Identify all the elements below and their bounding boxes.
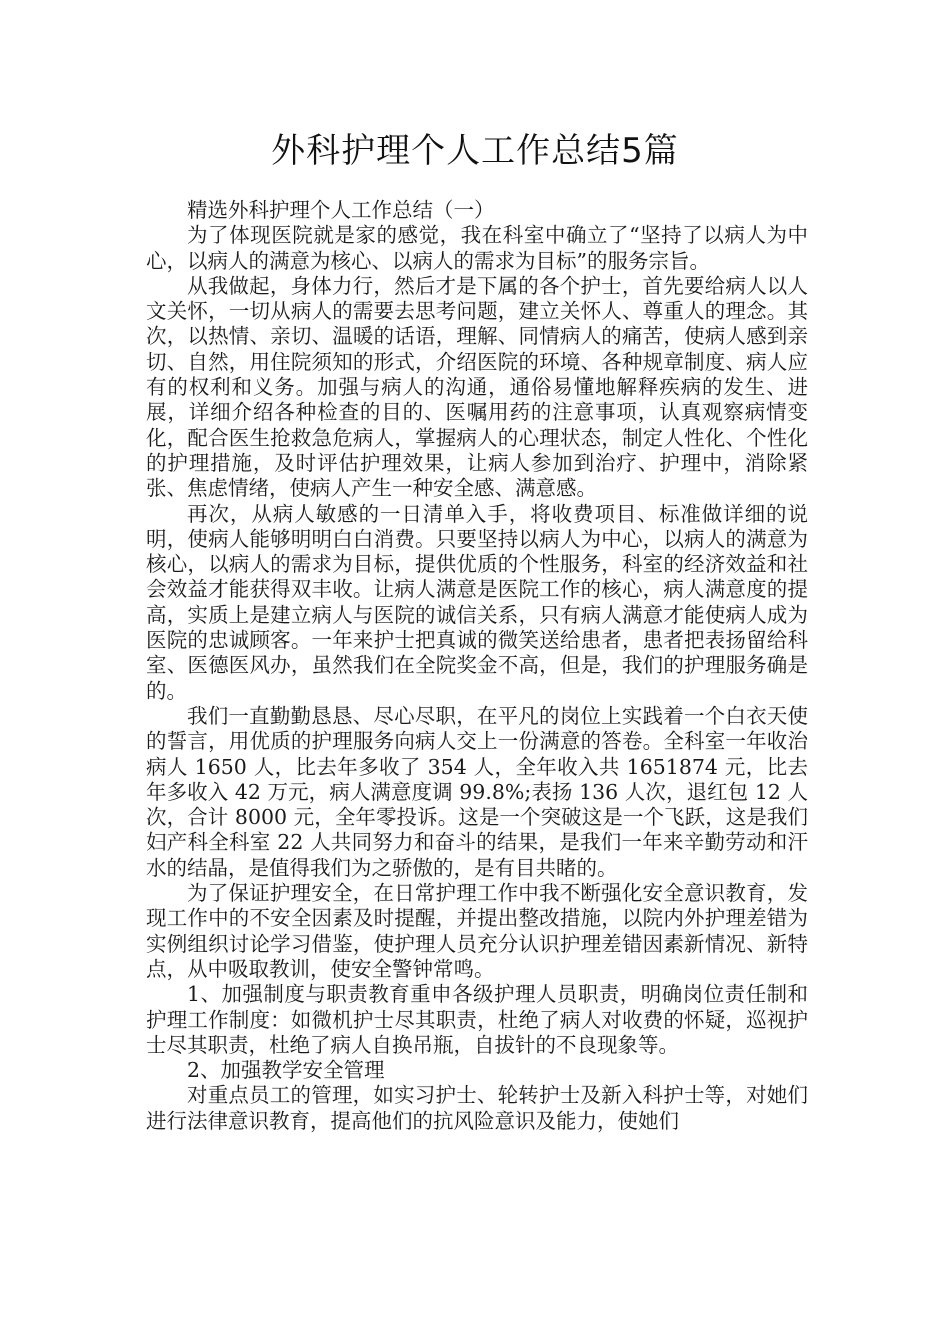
paragraph-service-purpose: 为了体现医院就是家的感觉，我在科室中确立了“坚持了以病人为中心，以病人的满意为核心、以病人的需求为目标”的服务宗旨。 <box>146 223 808 273</box>
paragraph-item-2: 2、加强教学安全管理 <box>187 1058 385 1083</box>
document-body <box>146 198 808 1134</box>
paragraph-daily-bill: 再次，从病人敏感的一日清单入手，将收费项目、标准做详细的说明，使病人能够明明白白消费。只要坚持以病人为中心，以病人的满意为核心，以病人的需求为目标，提供优质的个性服务，科室的经济效益和社会效益才能获得双丰收。让病人满意是医院工作的核心，病人满意度的提高，实质上是建立病人与医院的诚信关系，只有病人满意才能使病人成为医院的忠诚顾客。一年来护士把真诚的微笑送给患者，患者把表扬留给科室、医德医风办，虽然我们在全院奖金不高，但是，我们的护理服务确是的。 <box>146 501 808 703</box>
document-title: 外科护理个人工作总结5篇 <box>271 131 679 171</box>
paragraph-item-1: 1、加强制度与职责教育重申各级护理人员职责，明确岗位责任制和护理工作制度：如微机护士尽其职责，杜绝了病人对收费的怀疑，巡视护士尽其职责，杜绝了病人自换吊瓶，自拔针的不良现象等。 <box>146 982 808 1057</box>
paragraph-nursing-safety: 为了保证护理安全，在日常护理工作中我不断强化安全意识教育，发现工作中的不安全因素及时提醒，并提出整改措施，以院内外护理差错为实例组织讨论学习借鉴，使护理人员充分认识护理差错因素新情况、新特点，从中吸取教训，使安全警钟常鸣。 <box>146 881 808 981</box>
paragraph-annual-results: 我们一直勤勤恳恳、尽心尽职，在平凡的岗位上实践着一个白衣天使的誓言，用优质的护理服务向病人交上一份满意的答卷。全科室一年收治病人 1650 人，比去年多收了 354 人，全年收入共 1651874 元，比去年多收入 42 万元，病人满意度调 99.8%;表扬 136 人次，退红包 12 人次，合计 8000 元，全年零投诉。这是一个突破这是一个飞跃，这是我们妇产科全科室 22 人共同努力和奋斗的结果，是我们一年来辛勤劳动和汗水的结晶，是值得我们为之骄傲的，是有目共睹的。 <box>146 703 808 880</box>
paragraph-key-staff: 对重点员工的管理，如实习护士、轮转护士及新入科护士等，对她们进行法律意识教育，提高他们的抗风险意识及能力，使她们 <box>146 1083 808 1133</box>
section-heading-1: 精选外科护理个人工作总结（一） <box>187 198 495 222</box>
paragraph-humanistic-care: 从我做起，身体力行，然后才是下属的各个护士，首先要给病人以人文关怀，一切从病人的需要去思考问题，建立关怀人、尊重人的理念。其次，以热情、亲切、温暖的话语，理解、同情病人的痛苦，使病人感到亲切、自然，用住院须知的形式，介绍医院的环境、各种规章制度、病人应有的权利和义务。加强与病人的沟通，通俗易懂地解释疾病的发生、进展，详细介绍各种检查的目的、医嘱用药的注意事项，认真观察病情变化，配合医生抢救急危病人，掌握病人的心理状态，制定人性化、个性化的护理措施，及时评估护理效果，让病人参加到治疗、护理中，消除紧张、焦虑情绪，使病人产生一种安全感、满意感。 <box>146 273 808 501</box>
